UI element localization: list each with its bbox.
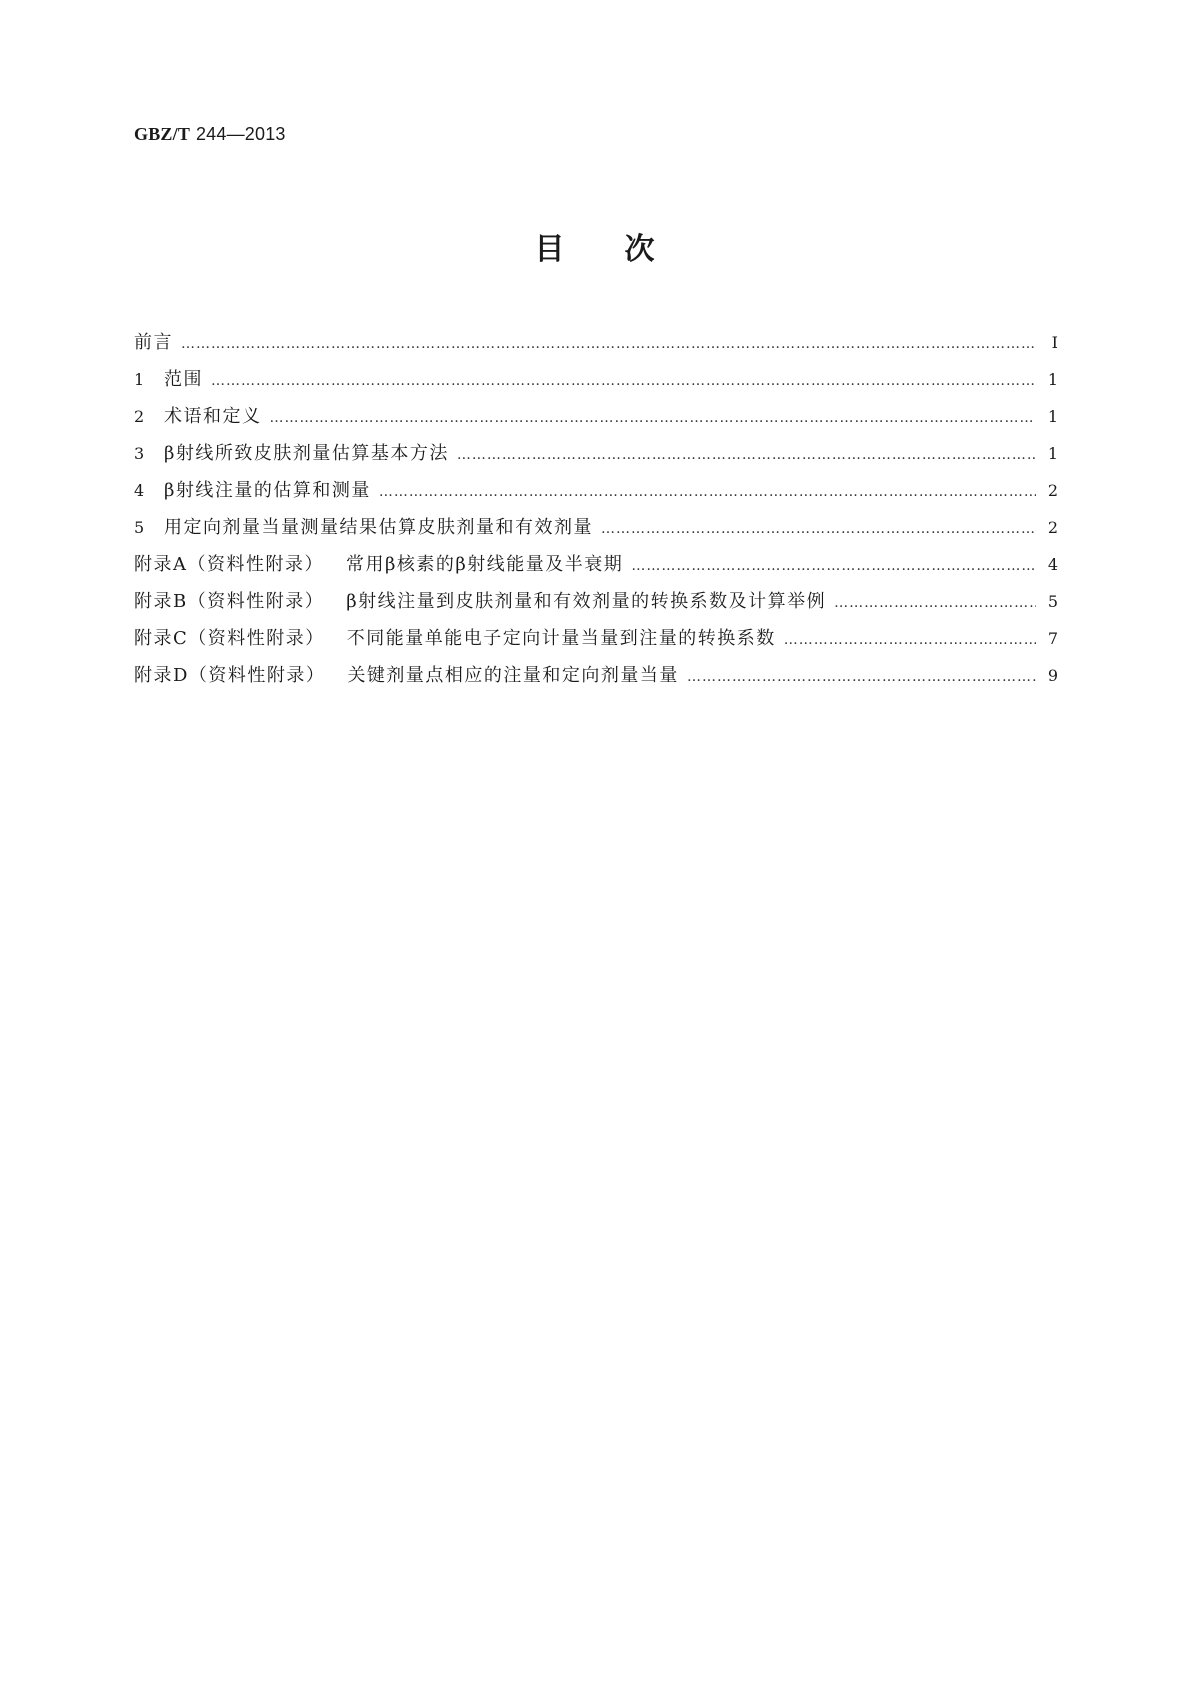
toc-entry-label (134, 509, 593, 546)
toc-entry-label (134, 657, 679, 694)
toc-appendix-tag: 附录B（资料性附录） (134, 591, 325, 612)
toc-entry-title: 前言 (134, 332, 173, 353)
toc-section-number: 5 (134, 518, 145, 537)
toc-page-number: 2 (1047, 481, 1058, 500)
toc-entry-title: β射线注量的估算和测量 (164, 480, 371, 501)
toc-entry-label (134, 435, 449, 472)
toc-entry-title: 范围 (164, 369, 203, 390)
toc-entry-4[interactable] (134, 472, 1058, 509)
standard-code-prefix: GBZ/T (134, 124, 191, 144)
toc-page-number: 9 (1047, 666, 1058, 685)
toc-appendix-tag: 附录C（资料性附录） (134, 628, 325, 649)
toc-leader-dots (270, 400, 1037, 437)
toc-entry-appendix-d[interactable] (134, 657, 1058, 694)
toc-entry-title: 关键剂量点相应的注量和定向剂量当量 (347, 665, 679, 686)
toc-appendix-tag: 附录A（资料性附录） (134, 554, 324, 575)
toc-page-number: 5 (1047, 592, 1058, 611)
toc-entry-3[interactable] (134, 435, 1058, 472)
toc-entry-title: β射线所致皮肤剂量估算基本方法 (164, 443, 449, 464)
toc-entry-label (134, 583, 826, 620)
toc-page-number: 2 (1047, 518, 1058, 537)
toc-entry-appendix-b[interactable] (134, 583, 1058, 620)
toc-leader-dots (834, 585, 1036, 622)
toc-section-number: 1 (134, 370, 145, 389)
toc-page-number: 4 (1047, 555, 1058, 574)
toc-leader-dots (379, 474, 1036, 511)
toc-entry-label (134, 472, 371, 509)
toc-entry-1[interactable] (134, 361, 1058, 398)
toc-leader-dots (687, 659, 1036, 696)
toc-entry-title: 常用β核素的β射线能量及半衰期 (346, 554, 624, 575)
page-title-char-1: 目 (534, 232, 567, 267)
toc-entry-label (134, 398, 262, 435)
page-title (0, 224, 1191, 268)
toc-entry-label (134, 546, 623, 583)
toc-entry-title: 用定向剂量当量测量结果估算皮肤剂量和有效剂量 (164, 517, 593, 538)
toc-appendix-tag: 附录D（资料性附录） (134, 665, 326, 686)
toc-entry-label (134, 620, 776, 657)
toc-leader-dots (784, 622, 1036, 659)
toc-page-number: 1 (1047, 407, 1058, 426)
toc-section-number: 2 (134, 407, 145, 426)
toc-entry-title: 不同能量单能电子定向计量当量到注量的转换系数 (346, 628, 776, 649)
toc-entry-appendix-a[interactable] (134, 546, 1058, 583)
toc-leader-dots (457, 437, 1036, 474)
toc-entry-title: 术语和定义 (164, 406, 262, 427)
toc-entry-label (134, 361, 203, 398)
toc-page-number: 1 (1047, 370, 1058, 389)
toc-entry-appendix-c[interactable] (134, 620, 1058, 657)
toc-page-number: Ⅰ (1051, 333, 1058, 352)
toc-leader-dots (601, 511, 1036, 548)
toc-entry-5[interactable] (134, 509, 1058, 546)
toc-leader-dots (211, 363, 1036, 400)
toc-entry-foreword[interactable] (134, 324, 1058, 361)
toc-entry-2[interactable] (134, 398, 1058, 435)
toc-section-number: 4 (134, 481, 145, 500)
toc-page-number: 7 (1047, 629, 1058, 648)
toc-leader-dots (181, 326, 1036, 363)
toc-entry-label (134, 324, 173, 361)
standard-code (134, 124, 286, 145)
toc-entry-title: β射线注量到皮肤剂量和有效剂量的转换系数及计算举例 (346, 591, 827, 612)
toc-section-number: 3 (134, 444, 145, 463)
standard-code-number: 244—2013 (195, 124, 286, 144)
toc-page-number: 1 (1047, 444, 1058, 463)
toc-leader-dots (631, 548, 1036, 585)
page-title-char-2: 次 (624, 232, 657, 267)
table-of-contents (134, 324, 1058, 694)
